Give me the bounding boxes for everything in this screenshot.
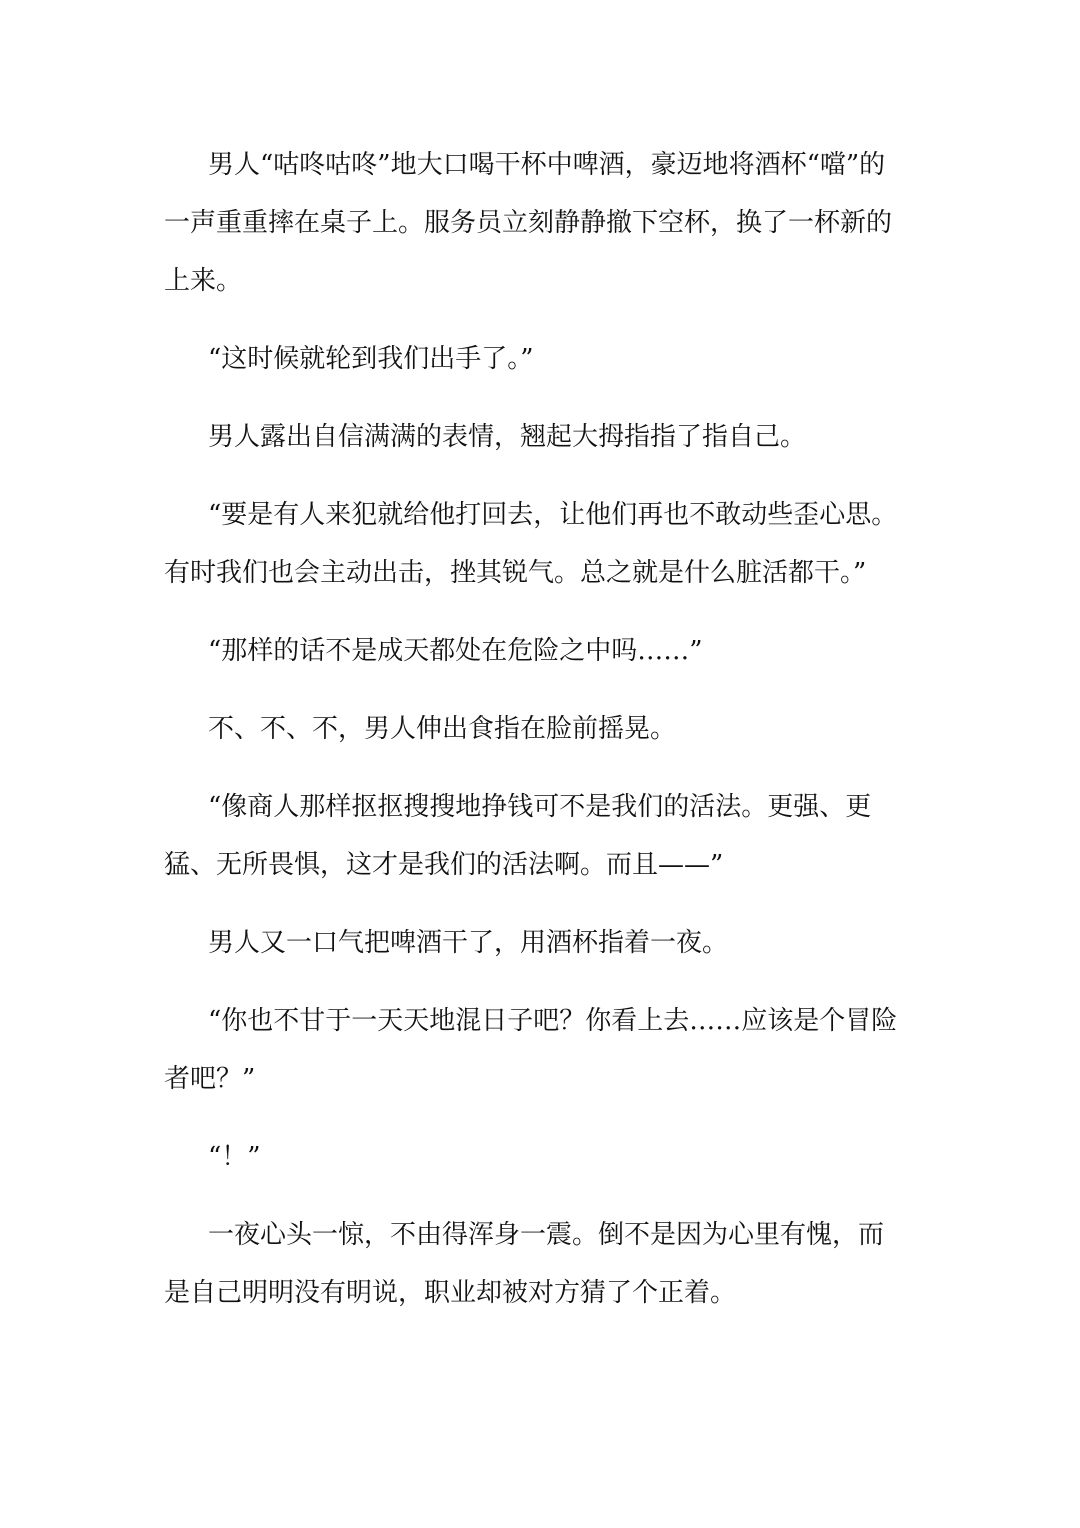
- paragraph-9: “你也不甘于一天天地混日子吧？你看上去……应该是个冒险者吧？”: [164, 1006, 898, 1094]
- paragraph-2: “这时候就轮到我们出手了。”: [208, 344, 534, 374]
- paragraph-5: “那样的话不是成天都处在危险之中吗……”: [208, 636, 703, 666]
- paragraph-10: “！”: [208, 1142, 261, 1172]
- paragraph-1: 男人“咕咚咕咚”地大口喝干杯中啤酒，豪迈地将酒杯“噹”的一声重重摔在桌子上。服务员立刻静静撤下空杯，换了一杯新的上来。: [164, 150, 893, 296]
- paragraph-11: 一夜心头一惊，不由得浑身一震。倒不是因为心里有愧，而是自己明明没有明说，职业却被对方猜了个正着。: [164, 1220, 885, 1308]
- body-text: [164, 136, 904, 1342]
- paragraph-4: “要是有人来犯就给他打回去，让他们再也不敢动些歪心思。有时我们也会主动出击，挫其锐气。总之就是什么脏活都干。”: [164, 500, 898, 588]
- paragraph-3: 男人露出自信满满的表情，翘起大拇指指了指自己。: [208, 422, 807, 452]
- paragraph-8: 男人又一口气把啤酒干了，用酒杯指着一夜。: [208, 928, 729, 958]
- paragraph-6: 不、不、不，男人伸出食指在脸前摇晃。: [208, 714, 677, 744]
- paragraph-7: “像商人那样抠抠搜搜地挣钱可不是我们的活法。更强、更猛、无所畏惧，这才是我们的活法啊。而且——”: [164, 792, 872, 880]
